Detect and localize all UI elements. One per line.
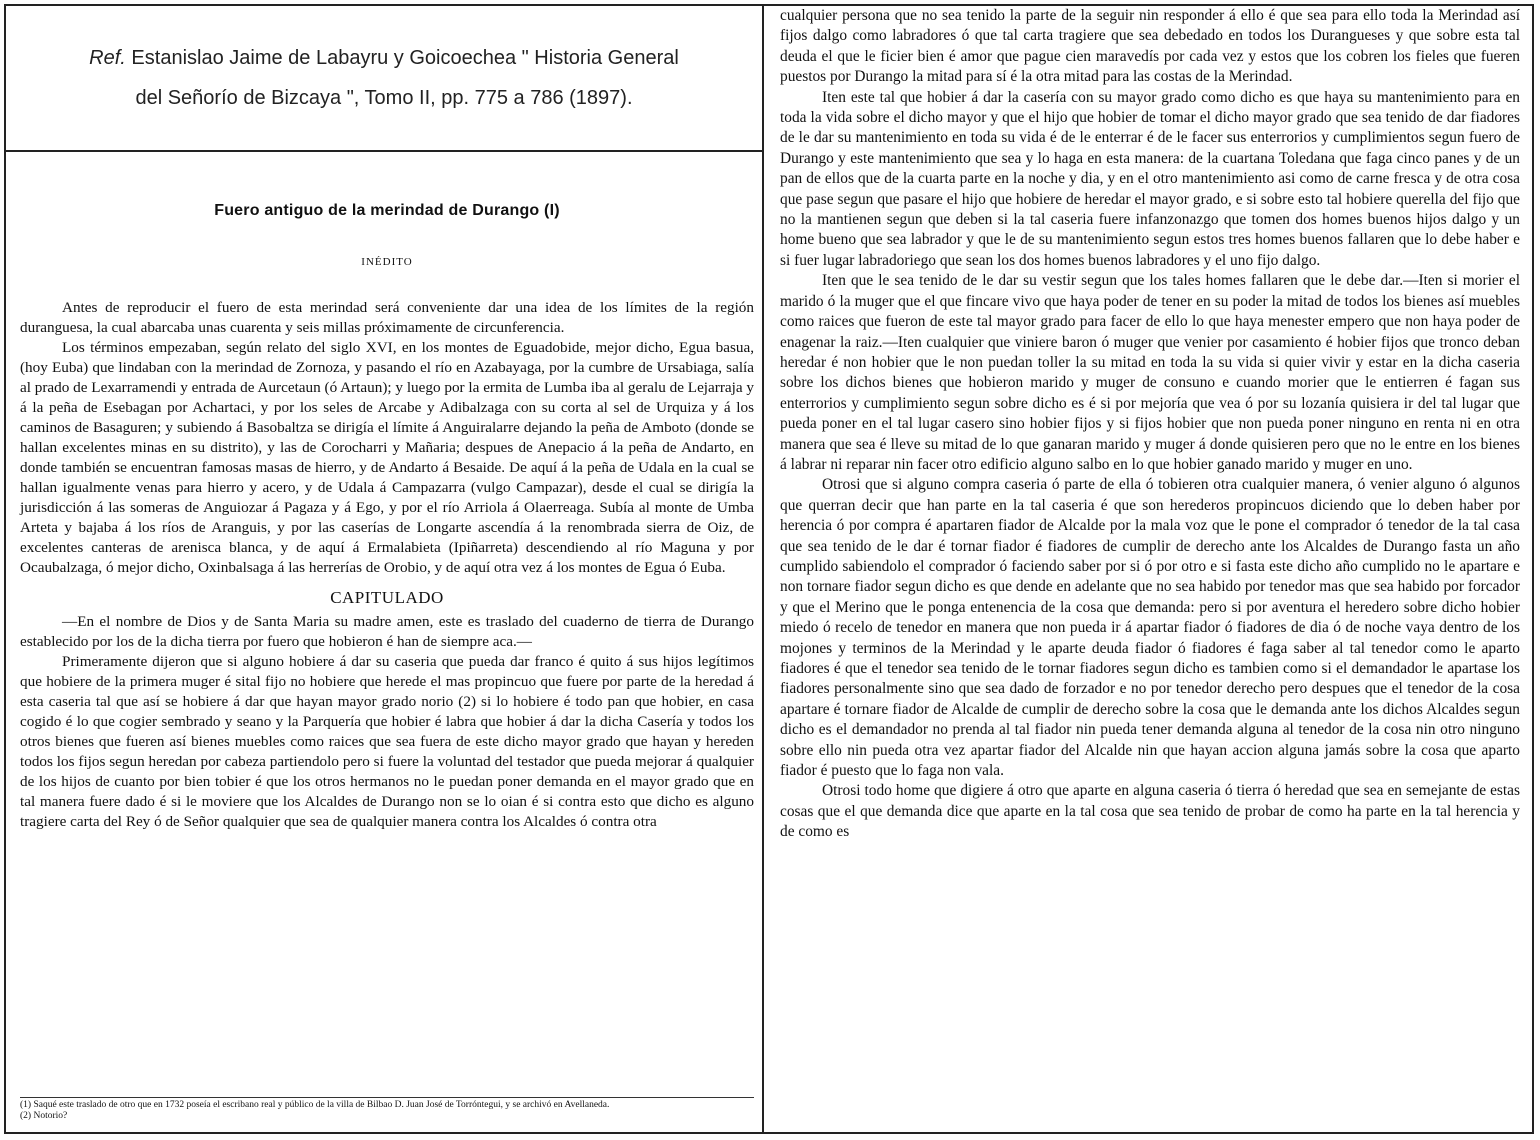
intro-paragraph-2: Los términos empezaban, según relato del siglo XVI, en los montes de Eguadobide, mejor dicho, Egua basua, (hoy Euba) que lindaban con la merindad de Zornoza, y pasando el río en Azabayaga, por la cumbre de Ursabiaga, salía al prado de Lexarramendi y entrada de Aurcetaun (ó Artaun); y luego por la ermita de Lumba iba al geralu de Lejarraja y á la peña de Esebagan por Achartaci, y por los seles de Arcabe y Adibalzaga con su corta al sel de Urquiza y á los caminos de Basaguren; y subiendo á Basobaltza se dirigía el límite á Anguiralarre dejando la peña de Amboto (donde se hallan excelentes minas en su distrito), y las de Corocharri y Mañaria; despues de Anepacio á la peña de Andarto, en donde también se encuentran famosas masas de hierro, y de Andarto á Besaide. De aquí á la peña de Udala en la cual se hallan igualmente venas para hierro y acero, y de Udala á Campazarra (vulgo Campazar), desde el cual se dirigía la jurisdicción á las someras de Anguiozar á Pagaza y á Ego, y por el río Arriola á Olaerreaga. Subía al monte de Umba Arteta y bajaba á los ríos de Aranguis, y por las caserías de Longarte ascendía á la renombrada sierra de Oiz, de excelentes canteras de arenisca blanca, y de aquí á Ermalabieta (Ipiñarreta) descendiendo al río Maguna y por Ocaubalzaga, ó mejor dicho, Oxinbalsaga á las herrerías de Orobio, y de aquí otra vez á los montes de Egua ó Euba. bbox=[20, 339, 754, 576]
reference-text-1: Estanislao Jaime de Labayru y Goicoechea " Historia General bbox=[131, 47, 679, 69]
capitulado-paragraph-1: Primeramente dijeron que si alguno hobiere á dar su caseria que pueda dar franco é quito á sus hijos legítimos que hobiere de la primera muger é sital fijo no hobiere que herede el mas propincuo que fuere por parte de la heredad á esta caseria tal que así se hobiere á dar que hayan mayor grado norio (2) si lo hobiere é todo pan que hobier, en casa cogido é lo que cogier sembrado y seano y la Parquería que hobier é labra que hobier á dar la dicha Casería y todos los otros bienes que fueren así bienes muebles como raices que sea fuera de este dicho mayor grado que hayan y hereden todos los fijos segun heredan por cabeza partiendolo pero si fuere la voluntad del testador que pueda mejorar á qualquier de los hijos de cuanto por bien tobier é que los otros hermanos no le puedan poner demanda en el mayor grado que en tal manera fuere dado é si le moviere que los Alcaldes de Durango non se lo oian é si contra esto que dicho es alguno tragiere carta del Rey ó de Señor qualquier que sea de qualquier manera contra los Alcaldes ó contra otra bbox=[20, 653, 754, 830]
footnote-1: (1) Saqué este traslado de otro que en 1732 poseía el escribano real y público de la villa de Bilbao D. Juan José de Torróntegui, y se archivó en Avellaneda. bbox=[20, 1100, 610, 1110]
reference-box bbox=[6, 6, 762, 152]
footnote-2: (2) Notorio? bbox=[20, 1111, 68, 1121]
article-title: Fuero antiguo de la merindad de Durango (I) bbox=[214, 202, 560, 219]
article-body-left bbox=[6, 202, 762, 832]
section-title: CAPITULADO bbox=[330, 588, 444, 607]
capitulado-opening: —En el nombre de Dios y de Santa Maria su madre amen, este es traslado del cuaderno de tierra de Durango establecido por los de la dicha tierra por fuero que hobieron é han de siempre aca.— bbox=[20, 613, 754, 650]
right-paragraph-5: Otrosi todo home que digiere á otro que aparte en alguna caseria ó tierra ó heredad que sea en semejante de estas cosas que el que demanda dice que aparte en la tal cosa que sea tenido de probar de como ha parte en la tal herencia y de como es bbox=[780, 782, 1520, 841]
right-paragraph-2: Iten este tal que hobier á dar la casería con su mayor grado como dicho es que haya su mantenimiento para en toda la vida sobre el dicho mayor y que el hijo que hobier de tomar el dicho mayor grado que sea tenido de dar fiadores de le dar su mantenimiento en toda su vida é de le enterrar é de le facer sus enterrorios y cumplimientos segun fuero de Durango y este mantenimiento que sea y lo haga en esta manera: de la cuartana Toledana que faga cinco panes y de un pan de ellos que de la cuarta parte en la noche y dia, y en el otro mantenimiento asi como de carne fresca y de otra cosa que pase segun que pasare el hijo que hobiere de heredar el mayor grado, e si sobre esto tal hobiere querella del fijo que no la mantienen segun que deben si la tal caseria fuere infanzonazgo que tomen dos homes buenos hijos dalgo y un home bueno que sea labrador y que le de su mantenimiento segun estos tres homes buenos fallaren que lo debe haber e si fuer lugar labradoriego que sean los dos homes buenos labradores y el uno fijo dalgo. bbox=[780, 88, 1520, 269]
reference-line-2: del Señorío de Bizcaya ", Tomo II, pp. 775 a 786 (1897). bbox=[135, 87, 633, 109]
article-subtitle: INÉDITO bbox=[361, 256, 413, 268]
right-paragraph-4: Otrosi que si alguno compra caseria ó parte de ella ó tobieren otra cualquier manera, ó venier alguno ó algunos que querran decir que han parte en la tal caseria é que son herederos propincuos diciendo que lo deben haber por herencia ó por compra é apartaren fiador de Alcalde por la mala voz que le pone el comprador ó tenedor de la tal casa que sea tenido de le dar é tornar fiador é fiadores de cumplir de derecho ante los Alcaldes de Durango fasta un año cumplido sabiendolo el comprador ó faciendo saber por si ó por otro e si fasta este dicho año cumplido no le apartare e non tornare fiador segun dicho es que dende en adelante que no sea habido por tenedor mas que sea habido por forcador y que el Merino que le ponga entenencia de la cosa que demanda: pero si por aventura el heredero sobre dicho hobier miedo ó recelo de tenedor en manera que non pueda ir á apartar fiador ó fiadores de dia ó de noche vaya dentro de los mojones y terminos de la Merindad y le aparte deuda fiador ó fiadores é faga saber al tal tenedor como le aparto fiadores é que el tenedor sea tenido de le tornar fiadores segun dicho es tambien como si el demandador le apartase los fiadores personalmente sino que sea dado de forzador e no por tenedor derecho pero despues que el tenedor de la cosa apartare é tornare fiador de Alcalde de cumplir de derecho sobre la cosa que le demanda ante los dichos Alcaldes segun dicho es el demandador no prenda al tal fiador nin pueda tener demanda alguna al tenedor de la cosa nin otro ninguno sobre ello nin pueda otra vez apartar fiador del Alcalde nin que hayan accion alguna jamás sobre la cosa que aparto fiador é puesto que lo faga non vala. bbox=[780, 476, 1520, 780]
intro-paragraph-1: Antes de reproducir el fuero de esta merindad será conveniente dar una idea de los límites de la región duranguesa, la cual abarcaba unas cuarenta y seis millas próximamente de circunferencia. bbox=[20, 299, 754, 336]
reference-prefix: Ref. bbox=[89, 47, 126, 69]
right-paragraph-1: cualquier persona que no sea tenido la parte de la seguir nin responder á ello é que sea para ello toda la Merindad así fijos dalgo como labradores ó que tal carta tragiere que sea debedado en todos los Durangueses y que sobre esta tal deuda el que le ficier bien é amor que pague cien maravedís por cada vez y estos que los cobren los fieles que fueren puestos por Durango la mitad para sí é la otra mitad para las costas de la Merindad. bbox=[780, 7, 1520, 86]
reference-line-1 bbox=[89, 38, 679, 78]
footnotes bbox=[20, 1097, 754, 1122]
right-paragraph-3: Iten que le sea tenido de le dar su vestir segun que los tales homes fallaren que le debe dar.—Iten si morier el marido ó la muger que el que fincare vivo que haya poder de tener en su poder la mitad de todos los bienes así muebles como raices que fueron de este tal mayor grado para facer de ello lo que haya menester empero que non haya poder de enagenar la raiz.—Iten cualquier que viniere baron ó muger que venier por casamiento é hobier fijos que tronco deban heredar é non hobier que le non puedan toller la su mitad en toda la su vida si quier vivir y estar en la dicha caseria sobre los dichos bienes que hobieron marido y muger de consuno e cuando morier que le entierren é fagan sus enterrorios y cumplimiento segun sobre dicho es é si por mejoría que vea ó por su lozanía quisiera ir del tal lugar que pueda poner en el tal lugar casero sino hobier fijos y si fijos hobier que non pueda poner ninguno en renta ni en otra manera que sea é lleve su mitad de lo que ganaran marido y muger á donde quisieren pero que no le entre en los bienes á labrar ni reparar nin facer otro edificio alguno salbo en lo que hobier ganado marido y muger en uno. bbox=[780, 272, 1520, 473]
right-column bbox=[768, 6, 1532, 1132]
left-column bbox=[6, 6, 764, 1132]
